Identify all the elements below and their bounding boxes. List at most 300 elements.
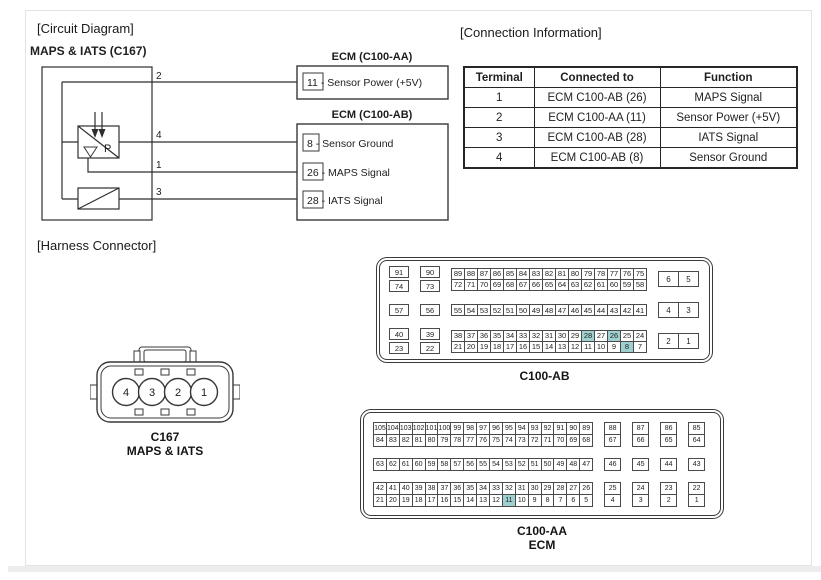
pin-84: 84 — [373, 434, 387, 447]
col-header-terminal: Terminal — [464, 67, 534, 88]
pin-44: 44 — [594, 304, 608, 316]
pin-70: 70 — [477, 279, 491, 291]
pin-87: 87 — [477, 268, 491, 280]
pin-29: 29 — [568, 330, 582, 342]
pin-80: 80 — [425, 434, 439, 447]
pin-48: 48 — [542, 304, 556, 316]
pin-row-group — [380, 302, 709, 318]
connection-info-table — [463, 66, 798, 169]
pin-39: 39 — [420, 328, 440, 340]
pin-block — [451, 304, 647, 316]
connector-latch-inner — [144, 350, 186, 362]
pin-50: 50 — [541, 458, 555, 471]
ecm-ab-title: ECM (C100-AB) — [331, 109, 413, 121]
pin-34: 34 — [476, 482, 490, 495]
pin-50: 50 — [516, 304, 530, 316]
pin-row-group — [364, 458, 720, 471]
ecm-ab-pin-26-label: 26 - MAPS Signal — [307, 167, 390, 179]
c167-name-label: MAPS & IATS — [126, 444, 204, 458]
pin-51: 51 — [503, 304, 517, 316]
pin-row — [658, 333, 699, 349]
pin-row — [604, 435, 621, 447]
ecm-ab-pin-28-label: 28 - IATS Signal — [307, 195, 383, 207]
pin-block — [660, 458, 677, 471]
connected-to-cell: ECM C100-AB (28) — [534, 128, 660, 148]
pin-row — [389, 304, 409, 316]
connector-c100-aa — [360, 409, 724, 519]
pin-37: 37 — [437, 482, 451, 495]
pin-28: 28 — [553, 482, 567, 495]
pin-63: 63 — [373, 458, 387, 471]
pin-row — [420, 328, 440, 340]
thermistor-diagonal — [78, 188, 119, 209]
pin-row — [373, 495, 593, 507]
pin-17: 17 — [503, 341, 517, 353]
pin-3: 3 — [678, 302, 699, 318]
pin-82: 82 — [399, 434, 413, 447]
pressure-arrows-icon — [95, 112, 102, 130]
pin-79: 79 — [581, 268, 595, 280]
cavity-number-3: 3 — [148, 387, 156, 399]
terminal-cell: 2 — [464, 108, 534, 128]
pin-28: 28 — [581, 330, 595, 342]
pin-52: 52 — [490, 304, 504, 316]
pin-75: 75 — [633, 268, 647, 280]
pin-17: 17 — [425, 494, 439, 507]
pin-block — [373, 422, 593, 447]
connected-to-cell: ECM C100-AB (8) — [534, 148, 660, 169]
pin-block — [373, 482, 593, 507]
pin-21: 21 — [451, 341, 465, 353]
pin-block — [632, 458, 649, 471]
pin-19: 19 — [477, 341, 491, 353]
pin-57: 57 — [389, 304, 409, 316]
harness-connector-title: [Harness Connector] — [37, 238, 157, 253]
pin-block — [420, 304, 440, 316]
pin-30: 30 — [555, 330, 569, 342]
pin-88: 88 — [464, 268, 478, 280]
pin-24: 24 — [633, 330, 647, 342]
pin-14: 14 — [463, 494, 477, 507]
ecm-aa-title: ECM (C100-AA) — [331, 51, 413, 63]
pin-63: 63 — [568, 279, 582, 291]
pin-row — [451, 280, 647, 291]
pin-20: 20 — [464, 341, 478, 353]
pin-38: 38 — [425, 482, 439, 495]
pin-20: 20 — [386, 494, 400, 507]
pin-7: 7 — [633, 341, 647, 353]
pin-77: 77 — [463, 434, 477, 447]
pin-36: 36 — [477, 330, 491, 342]
pin-2: 2 — [658, 333, 679, 349]
pin-block — [660, 422, 677, 447]
pin-79: 79 — [437, 434, 451, 447]
c100-aa-label: C100-AA — [516, 524, 567, 538]
pin-49: 49 — [529, 304, 543, 316]
pin-73: 73 — [515, 434, 529, 447]
function-cell: Sensor Power (+5V) — [660, 108, 797, 128]
pin-23: 23 — [389, 342, 409, 354]
pressure-sensor-diagonal — [78, 126, 119, 158]
pin-44: 44 — [660, 458, 677, 471]
pin-40: 40 — [389, 328, 409, 340]
wire-terminal-1 — [88, 158, 303, 172]
pin-5: 5 — [579, 494, 593, 507]
pin-block — [389, 304, 409, 316]
pin-row — [660, 458, 677, 471]
pin-61: 61 — [399, 458, 413, 471]
pin-103: 103 — [399, 422, 413, 435]
pin-33: 33 — [489, 482, 503, 495]
pin-row-group — [380, 266, 709, 292]
pin-5: 5 — [678, 271, 699, 287]
latch-nub-left — [134, 351, 140, 362]
pin-45: 45 — [632, 458, 649, 471]
function-cell: MAPS Signal — [660, 88, 797, 108]
pin-73: 73 — [420, 280, 440, 292]
pin-block — [389, 328, 409, 354]
pin-67: 67 — [516, 279, 530, 291]
pin-23: 23 — [660, 482, 677, 495]
pin-row-group — [380, 328, 709, 354]
pin-row — [604, 495, 621, 507]
pin-91: 91 — [553, 422, 567, 435]
pin-87: 87 — [632, 422, 649, 435]
pin-25: 25 — [620, 330, 634, 342]
pressure-symbol-letter: P — [104, 143, 112, 155]
pin-57: 57 — [450, 458, 464, 471]
pin-row — [658, 302, 699, 318]
pin-32: 32 — [502, 482, 516, 495]
pin-row — [389, 266, 409, 278]
pin-9: 9 — [607, 341, 621, 353]
pin-row — [389, 280, 409, 292]
pin-45: 45 — [581, 304, 595, 316]
pin-13: 13 — [476, 494, 490, 507]
pin-46: 46 — [568, 304, 582, 316]
pressure-arrowhead-icon — [99, 129, 106, 138]
pin-block — [632, 422, 649, 447]
pin-51: 51 — [528, 458, 542, 471]
keying-tab — [135, 369, 143, 375]
pin-18: 18 — [412, 494, 426, 507]
pin-row — [420, 280, 440, 292]
pin-76: 76 — [476, 434, 490, 447]
connection-information-title: [Connection Information] — [460, 25, 602, 40]
pin-block — [632, 482, 649, 507]
keying-tab — [161, 409, 169, 415]
pin-33: 33 — [516, 330, 530, 342]
circuit-diagram-drawing — [0, 0, 460, 235]
pin-row — [420, 342, 440, 354]
pin-48: 48 — [566, 458, 580, 471]
pin-69: 69 — [566, 434, 580, 447]
connector-c100-ab — [376, 257, 713, 363]
pin-38: 38 — [451, 330, 465, 342]
pin-76: 76 — [620, 268, 634, 280]
pin-10: 10 — [594, 341, 608, 353]
pin-91: 91 — [389, 266, 409, 278]
function-cell: IATS Signal — [660, 128, 797, 148]
pin-66: 66 — [632, 434, 649, 447]
pin-block — [451, 268, 647, 291]
pin-54: 54 — [489, 458, 503, 471]
pin-row — [688, 458, 705, 471]
pin-block — [451, 330, 647, 353]
pin-72: 72 — [528, 434, 542, 447]
pin-49: 49 — [553, 458, 567, 471]
pin-2: 2 — [660, 494, 677, 507]
pin-row — [632, 435, 649, 447]
pin-84: 84 — [516, 268, 530, 280]
table-row — [464, 128, 797, 148]
pin-block — [604, 482, 621, 507]
pin-85: 85 — [503, 268, 517, 280]
pin-99: 99 — [450, 422, 464, 435]
pin-69: 69 — [490, 279, 504, 291]
connected-to-cell: ECM C100-AA (11) — [534, 108, 660, 128]
pin-row — [389, 342, 409, 354]
pin-70: 70 — [553, 434, 567, 447]
pin-1: 1 — [678, 333, 699, 349]
pin-24: 24 — [632, 482, 649, 495]
pin-92: 92 — [541, 422, 555, 435]
wire-label-3: 3 — [156, 187, 162, 198]
pin-19: 19 — [399, 494, 413, 507]
pin-21: 21 — [373, 494, 387, 507]
pin-60: 60 — [412, 458, 426, 471]
terminal-cell: 1 — [464, 88, 534, 108]
pin-74: 74 — [389, 280, 409, 292]
pin-47: 47 — [579, 458, 593, 471]
pin-86: 86 — [660, 422, 677, 435]
pin-16: 16 — [516, 341, 530, 353]
keying-tab — [135, 409, 143, 415]
pin-60: 60 — [607, 279, 621, 291]
pin-15: 15 — [450, 494, 464, 507]
pin-34: 34 — [503, 330, 517, 342]
pin-56: 56 — [463, 458, 477, 471]
pin-100: 100 — [437, 422, 451, 435]
pin-11: 11 — [502, 494, 516, 507]
c100-ab-pin-grid — [379, 260, 710, 360]
pin-row — [660, 435, 677, 447]
pin-89: 89 — [451, 268, 465, 280]
pin-66: 66 — [529, 279, 543, 291]
pin-row — [389, 328, 409, 340]
pin-55: 55 — [451, 304, 465, 316]
pin-58: 58 — [633, 279, 647, 291]
pin-58: 58 — [437, 458, 451, 471]
pin-86: 86 — [490, 268, 504, 280]
circuit-diagram-title: [Circuit Diagram] — [37, 21, 134, 36]
pin-62: 62 — [581, 279, 595, 291]
pin-7: 7 — [553, 494, 567, 507]
sensor-box — [42, 67, 152, 220]
pin-59: 59 — [425, 458, 439, 471]
pin-78: 78 — [594, 268, 608, 280]
pin-43: 43 — [607, 304, 621, 316]
pin-42: 42 — [373, 482, 387, 495]
pin-18: 18 — [490, 341, 504, 353]
pin-block — [373, 458, 593, 471]
pin-101: 101 — [425, 422, 439, 435]
pin-block — [658, 333, 699, 349]
pin-62: 62 — [386, 458, 400, 471]
pin-68: 68 — [579, 434, 593, 447]
pin-43: 43 — [688, 458, 705, 471]
pin-55: 55 — [476, 458, 490, 471]
pin-104: 104 — [386, 422, 400, 435]
pin-4: 4 — [604, 494, 621, 507]
pin-14: 14 — [542, 341, 556, 353]
pin-32: 32 — [529, 330, 543, 342]
pin-block — [658, 271, 699, 287]
pin-block — [688, 422, 705, 447]
pin-95: 95 — [502, 422, 516, 435]
pin-26: 26 — [607, 330, 621, 342]
pin-98: 98 — [463, 422, 477, 435]
pin-90: 90 — [566, 422, 580, 435]
pin-88: 88 — [604, 422, 621, 435]
pin-77: 77 — [607, 268, 621, 280]
pin-row — [604, 458, 621, 471]
pin-42: 42 — [620, 304, 634, 316]
pin-row — [451, 342, 647, 353]
pin-83: 83 — [529, 268, 543, 280]
pin-64: 64 — [555, 279, 569, 291]
pin-93: 93 — [528, 422, 542, 435]
pin-27: 27 — [566, 482, 580, 495]
pin-13: 13 — [555, 341, 569, 353]
wire-label-1: 1 — [156, 160, 162, 171]
pin-11: 11 — [581, 341, 595, 353]
pin-41: 41 — [386, 482, 400, 495]
pin-block — [658, 302, 699, 318]
c100-ab-label: C100-AB — [519, 369, 570, 383]
connected-to-cell: ECM C100-AB (26) — [534, 88, 660, 108]
ecm-aa-pin-11-label: 11 - Sensor Power (+5V) — [307, 77, 423, 89]
pin-block — [604, 458, 621, 471]
pin-22: 22 — [420, 342, 440, 354]
pin-9: 9 — [528, 494, 542, 507]
pin-12: 12 — [568, 341, 582, 353]
pin-96: 96 — [489, 422, 503, 435]
terminal-cell: 4 — [464, 148, 534, 169]
pin-94: 94 — [515, 422, 529, 435]
pin-row-group — [364, 422, 720, 447]
pin-block — [688, 458, 705, 471]
pin-56: 56 — [420, 304, 440, 316]
wire-label-4: 4 — [156, 130, 162, 141]
cavity-number-1: 1 — [200, 387, 208, 399]
pin-85: 85 — [688, 422, 705, 435]
pin-row — [373, 458, 593, 471]
pin-65: 65 — [660, 434, 677, 447]
pin-row — [420, 304, 440, 316]
pin-81: 81 — [555, 268, 569, 280]
pin-8: 8 — [620, 341, 634, 353]
pin-40: 40 — [399, 482, 413, 495]
pin-row — [688, 435, 705, 447]
table-header-row — [464, 67, 797, 88]
wire-label-2: 2 — [156, 71, 162, 82]
pin-6: 6 — [658, 271, 679, 287]
pin-row — [373, 435, 593, 447]
c167-id-label: C167 — [150, 430, 180, 444]
latch-nub-right — [190, 351, 196, 362]
pin-78: 78 — [450, 434, 464, 447]
pin-block — [604, 422, 621, 447]
pin-27: 27 — [594, 330, 608, 342]
pin-31: 31 — [542, 330, 556, 342]
c167-connector-drawing — [90, 346, 240, 428]
pin-74: 74 — [502, 434, 516, 447]
pin-54: 54 — [464, 304, 478, 316]
keying-tab — [187, 409, 195, 415]
pin-row — [451, 304, 647, 316]
pin-31: 31 — [515, 482, 529, 495]
pin-61: 61 — [594, 279, 608, 291]
pin-row — [420, 266, 440, 278]
pin-67: 67 — [604, 434, 621, 447]
pin-block — [420, 328, 440, 354]
pin-72: 72 — [451, 279, 465, 291]
pin-6: 6 — [566, 494, 580, 507]
pin-22: 22 — [688, 482, 705, 495]
table-row — [464, 108, 797, 128]
pin-4: 4 — [658, 302, 679, 318]
bottom-divider-band — [8, 566, 821, 572]
pin-75: 75 — [489, 434, 503, 447]
pin-block — [389, 266, 409, 292]
pin-16: 16 — [437, 494, 451, 507]
cavity-number-2: 2 — [174, 387, 182, 399]
sensor-component-label: MAPS & IATS (C167) — [30, 44, 147, 58]
pin-row — [660, 495, 677, 507]
pin-row — [632, 495, 649, 507]
pin-35: 35 — [490, 330, 504, 342]
pin-53: 53 — [477, 304, 491, 316]
keying-tab — [161, 369, 169, 375]
function-cell: Sensor Ground — [660, 148, 797, 169]
pin-row-group — [364, 482, 720, 507]
pin-71: 71 — [464, 279, 478, 291]
pin-8: 8 — [541, 494, 555, 507]
pin-10: 10 — [515, 494, 529, 507]
pin-80: 80 — [568, 268, 582, 280]
col-header-connected-to: Connected to — [534, 67, 660, 88]
pin-89: 89 — [579, 422, 593, 435]
pin-71: 71 — [541, 434, 555, 447]
pin-53: 53 — [502, 458, 516, 471]
pin-68: 68 — [503, 279, 517, 291]
cavity-number-4: 4 — [122, 387, 130, 399]
pin-82: 82 — [542, 268, 556, 280]
pin-41: 41 — [633, 304, 647, 316]
terminal-cell: 3 — [464, 128, 534, 148]
c100-aa-pin-grid — [363, 412, 721, 516]
table-row — [464, 148, 797, 169]
pin-12: 12 — [489, 494, 503, 507]
pin-block — [688, 482, 705, 507]
pin-83: 83 — [386, 434, 400, 447]
table-row — [464, 88, 797, 108]
pin-81: 81 — [412, 434, 426, 447]
pin-97: 97 — [476, 422, 490, 435]
pin-29: 29 — [541, 482, 555, 495]
pin-30: 30 — [528, 482, 542, 495]
